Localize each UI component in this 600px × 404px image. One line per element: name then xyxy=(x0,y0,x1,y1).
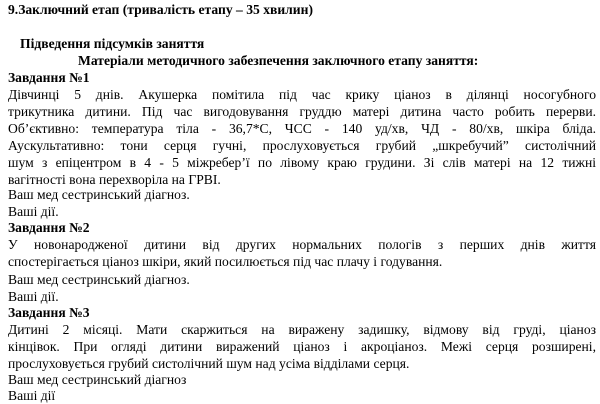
task-3-line-2: кінцівок. При огляді дитини виражений ціаноз і акроціаноз. Межі серця розширені, xyxy=(8,339,596,354)
task-3-title: Завдання №3 xyxy=(8,305,90,320)
task-1-line-3: Об’єктивно: температура тіла - 36,7*С, ЧСС - 140 уд/хв, ЧД - 80/хв, шкіра бліда. xyxy=(8,121,596,136)
task-3-question: Ваш мед сестринський діагноз xyxy=(8,372,187,387)
task-1-question: Ваш мед сестринський діагноз. xyxy=(8,187,190,202)
section-heading: 9.Заключний етап (тривалість етапу – 35 хвилин) xyxy=(8,2,314,17)
task-3-line-1: Дитині 2 місяці. Мати скаржиться на виражену задишку, відмову від груді, ціаноз xyxy=(8,322,596,337)
task-1-line-5: шум з епіцентром в 4 - 5 міжребер’ї по лівому краю грудини. Зі слів матері на 12 тижні xyxy=(8,155,596,170)
task-2-question: Ваш мед сестринський діагноз. xyxy=(8,272,190,287)
task-1-line-6: вагітності вона перехворіла на ГРВІ. xyxy=(8,172,221,187)
task-1-title: Завдання №1 xyxy=(8,70,90,85)
task-1-line-2: трикутника дитини. Під час вигодовування груддю матері дитина часто робить перерви. xyxy=(8,104,596,119)
task-2-title: Завдання №2 xyxy=(8,220,90,235)
task-2-line-2: спостерігається ціаноз шкіри, який посилюється під час плачу і годування. xyxy=(8,254,443,269)
task-3-line-3: прослуховується грубий систолічний шум над усіма відділами серця. xyxy=(8,356,410,371)
task-1-line-4: Аускультативно: тони серця гучні, прослуховується грубий „шкребучий” систолічний xyxy=(8,138,596,153)
task-2-line-1: У новонародженої дитини від других нормальних пологів з перших днів життя xyxy=(8,237,596,252)
task-2-actions: Ваші дії. xyxy=(8,289,59,304)
task-1-line-1: Дівчинці 5 днів. Акушерка помітила під час крику ціаноз в ділянці носогубного xyxy=(8,87,596,102)
subheading: Підведення підсумків заняття xyxy=(20,36,205,51)
task-1-actions: Ваші дії. xyxy=(8,204,59,219)
task-3-actions: Ваші дії xyxy=(8,388,56,403)
materials-heading: Матеріали методичного забезпечення заключного етапу заняття: xyxy=(78,53,479,68)
